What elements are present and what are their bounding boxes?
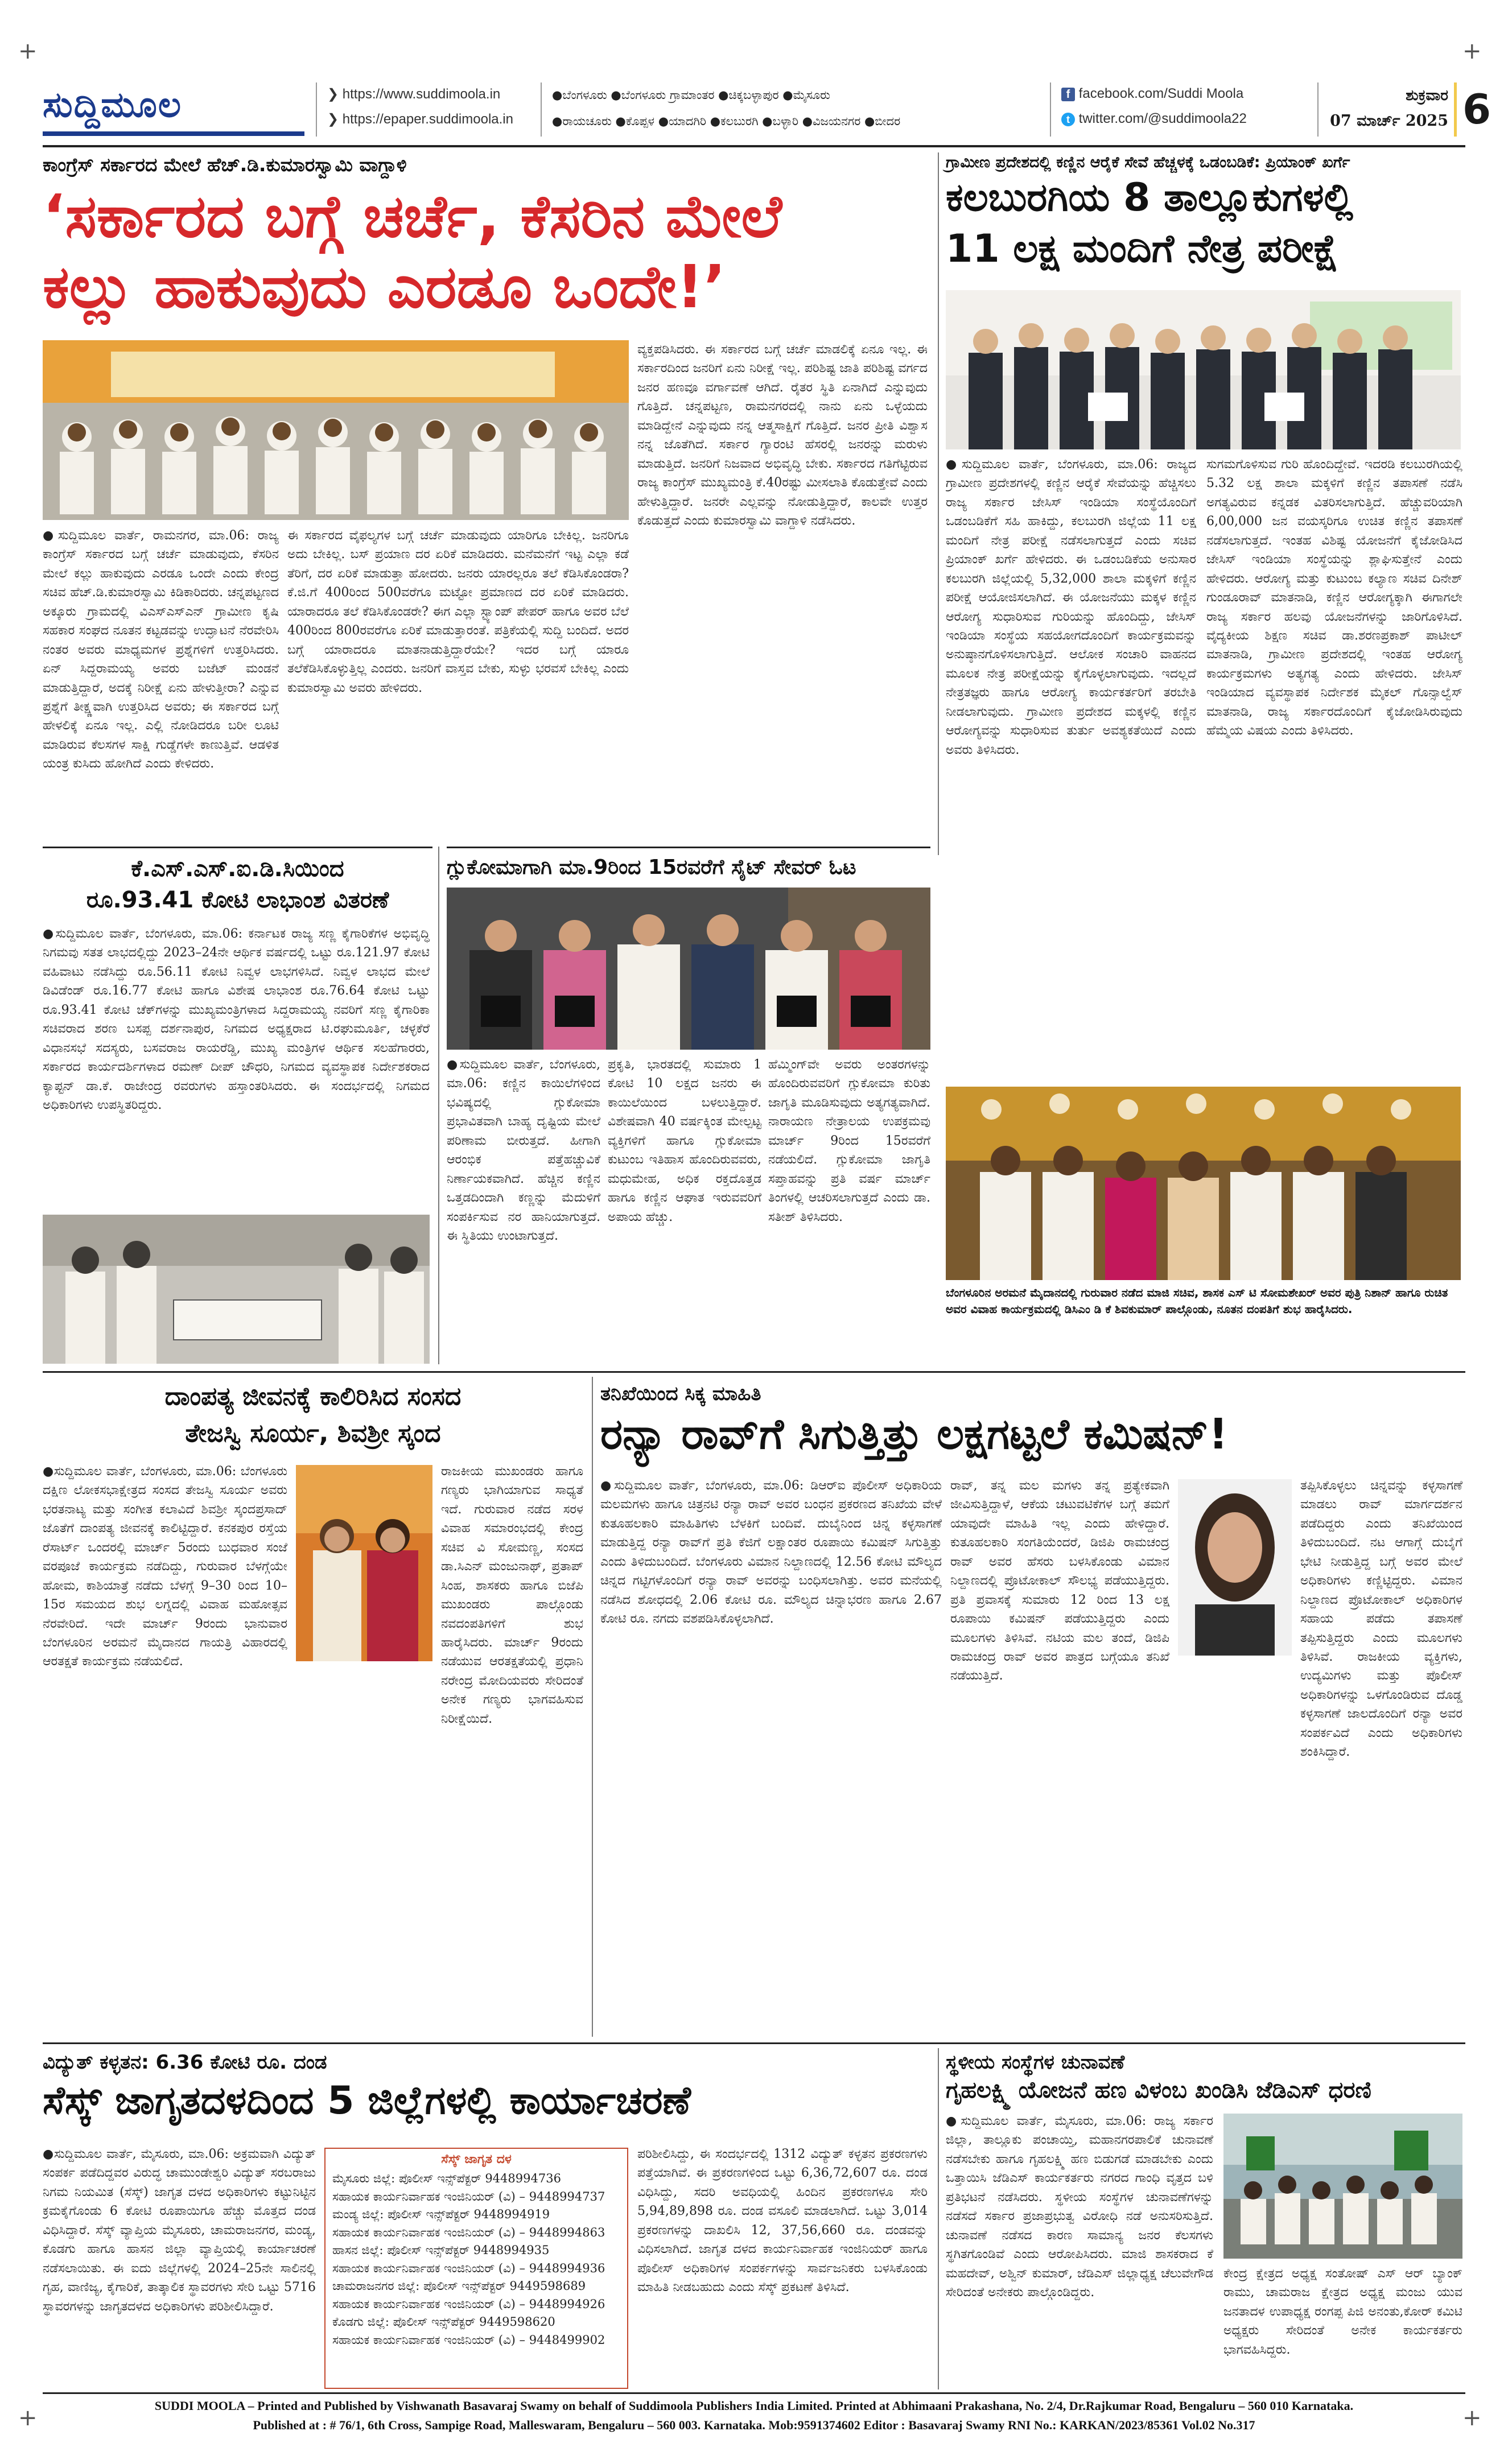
- crop-mark-icon: +: [1462, 38, 1482, 64]
- ranya-rao-portrait: [1178, 1479, 1292, 1656]
- district-list-row1: ●ಬೆಂಗಳೂರು ●ಬೆಂಗಳೂರು ಗ್ರಾಮಾಂತರ ●ಚಿಕ್ಕಬಳ್ಳಾಪುರ ●ಮೈಸೂರು: [552, 88, 830, 102]
- eye-kicker: ಗ್ರಾಮೀಣ ಪ್ರದೇಶದಲ್ಲಿ ಕಣ್ಣಿನ ಆರೈಕೆ ಸೇವೆ ಹೆಚ್ಚಳಕ್ಕೆ ಒಡಂಬಡಿಕೆ: ಪ್ರಿಯಾಂಕ್ ಖರ್ಗೆ: [946, 154, 1350, 171]
- hdk-column-2: ಈ ಸರ್ಕಾರದ ವೈಫಲ್ಯಗಳ ಬಗ್ಗೆ ಚರ್ಚೆ ಮಾಡುವುದು ಯಾರಿಗೂ ಬೇಕಿಲ್ಲ. ಜನರಿಗೂ ಅದು ಬೇಕಿಲ್ಲ. ಬಸ್ ಪ್ರಯಾಣ ದರ ಏರಿಕೆ ಮಾಡಿದರು. ಮನೆಮನೆಗೆ ಇಟ್ಟ ಎಲ್ಲಾ ಕಡೆ ತೆರಿಗೆ, ದರ ಏರಿಕೆ ಮಾಡುತ್ತಾ ಹೋದರು. ಜನರು ಯಾರಲ್ಲರೂ ತಲೆ ಕೆಡಿಸಿಕೊಂಡರಾ? ಕೆ.ಜಿ.ಗೆ 400ರಿಂದ 500ವರೆಗೂ ಮಟ್ಟೋ ಪ್ರಮಾಣದ ದರ ಏರಿಕೆ ಮಾಡಿದರು. ಯಾರಾದರೂ ತಲೆ ಕೆಡಿಸಿಕೊಂಡರೇ? ಈಗ ಎಲ್ಲಾ ಸ್ಟ್ಯಾಂಪ್ ಪೇಪರ್ ಹಾಗೂ ಅವರ ಬೆಲೆ 400ರಿಂದ 800ರವರೆಗೂ ಏರಿಕೆ ಮಾಡುತ್ತಾರಂತೆ. ಪತ್ರಿಕೆಯಲ್ಲಿ ಸುದ್ದಿ ಬಂದಿದೆ. ಅದರ ಬಗ್ಗೆ ಯಾರಾದರೂ ಮಾತನಾಡುತ್ತಿದ್ದಾರೆಯೇ? ಇದರ ಬಗ್ಗೆ ಯಾರೂ ತಲೆಕೆಡಿಸಿಕೊಳ್ಳುತ್ತಿಲ್ಲ ಎಂದರು. ಜನರಿಗೆ ವಾಸ್ತವ ಬೇಕು, ಸುಳ್ಳು ಭರವಸೆ ಬೇಕಿಲ್ಲ ಎಂದು ಕುಮಾರಸ್ವಾಮಿ ಅವರು ಹೇಳಿದರು.: [287, 529, 629, 695]
- facebook-icon: f: [1061, 88, 1075, 101]
- jds-column-1: ●ಸುದ್ದಿಮೂಲ ವಾರ್ತೆ, ಮೈಸೂರು, ಮಾ.06: ರಾಜ್ಯ ಸರ್ಕಾರ ಜಿಲ್ಲಾ, ತಾಲ್ಲೂಕು ಪಂಚಾಯ್ತಿ, ಮಹಾನಗರಪಾಲಿಕೆ ಚುನಾವಣೆ ನಡೆಸಬೇಕು ಹಾಗೂ ಗೃಹಲಕ್ಷ್ಮಿ ಹಣ ಬಿಡುಗಡೆ ಮಾಡಬೇಕು ಎಂದು ಒತ್ತಾಯಿಸಿ ಜೆಡಿಎಸ್ ಕಾರ್ಯಕರ್ತರು ನಗರದ ಗಾಂಧಿ ವೃತ್ತದ ಬಳಿ ಪ್ರತಿಭಟನೆ ನಡೆಸಿದರು. ಸ್ಥಳೀಯ ಸಂಸ್ಥೆಗಳ ಚುನಾವಣೆಗಳನ್ನು ನಡೆಸದೆ ಸರ್ಕಾರ ಪ್ರಜಾಪ್ರಭುತ್ವ ವಿರೋಧಿ ನಡೆ ಅನುಸರಿಸುತ್ತಿದೆ. ಚುನಾವಣೆ ನಡೆಸದ ಕಾರಣ ಸಾಮಾನ್ಯ ಜನರ ಕೆಲಸಗಳು ಸ್ಥಗಿತಗೊಂಡಿವೆ ಎಂದು ಆರೋಪಿಸಿದರು. ಮಾಜಿ ಶಾಸಕರಾದ ಕೆ ಮಹದೇವ್, ಅಶ್ವಿನ್ ಕುಮಾರ್, ಜೆಡಿಎಸ್ ಜಿಲ್ಲಾಧ್ಯಕ್ಷ ಚೆಲುವೇಗೌಡ ಸೇರಿದಂತೆ ಅನೇಕರು ಪಾಲ್ಗೊಂಡಿದ್ದರು.: [946, 2114, 1213, 2300]
- glaucoma-event-photo: [447, 888, 930, 1050]
- twitter-icon: t: [1061, 113, 1075, 126]
- masthead-rule: [43, 145, 1465, 147]
- surya-column-2: ರಾಜಕೀಯ ಮುಖಂಡರು ಹಾಗೂ ಗಣ್ಯರು ಭಾಗಿಯಾಗುವ ಸಾಧ್ಯತೆ ಇದೆ. ಗುರುವಾರ ನಡೆದ ಸರಳ ವಿವಾಹ ಸಮಾರಂಭದಲ್ಲಿ ಕೇಂದ್ರ ಸಚಿವ ವಿ ಸೋಮಣ್ಣ, ಸಂಸದ ಡಾ.ಸಿಎನ್ ಮಂಜುನಾಥ್, ಪ್ರತಾಪ್ ಸಿಂಹ, ಶಾಸಕರು ಹಾಗೂ ಬಿಜೆಪಿ ಮುಖಂಡರು ಪಾಲ್ಗೊಂಡು ನವದಂಪತಿಗಳಿಗೆ ಶುಭ ಹಾರೈಸಿದರು. ಮಾರ್ಚ್ 9ರಂದು ನಡೆಯುವ ಆರತಕ್ಷತೆಯಲ್ಲಿ ಪ್ರಧಾನಿ ನರೇಂದ್ರ ಮೋದಿಯವರು ಸೇರಿದಂತೆ ಅನೇಕ ಗಣ್ಯರು ಭಾಗವಹಿಸುವ ನಿರೀಕ್ಷೆಯಿದೆ.: [441, 1464, 583, 1726]
- glaucoma-column-2: ಪ್ರಕೃತಿ, ಭಾರತದಲ್ಲಿ ಸುಮಾರು 1 ಕೋಟಿ 10 ಲಕ್ಷದ ಜನರು ಈ ಕಾಯಿಲೆಯಿಂದ ಬಳಲುತ್ತಿದ್ದಾರೆ. ವಿಶೇಷವಾಗಿ 40 ವರ್ಷಕ್ಕಿಂತ ಮೇಲ್ಪಟ್ಟ ವ್ಯಕ್ತಿಗಳಿಗೆ ಹಾಗೂ ಗ್ಲುಕೋಮಾ ಕುಟುಂಬ ಇತಿಹಾಸ ಹೊಂದಿರುವವರು, ಮಧುಮೇಹ, ಅಧಿಕ ರಕ್ತದೊತ್ತಡ ಹಾಗೂ ಕಣ್ಣಿನ ಆಘಾತ ಇರುವವರಿಗೆ ಅಪಾಯ ಹೆಚ್ಚು.: [608, 1058, 761, 1224]
- twitter-handle: twitter.com/@suddimoola22: [1078, 111, 1247, 126]
- hdk-column-3: ವ್ಯಕ್ತಪಡಿಸಿದರು. ಈ ಸರ್ಕಾರದ ಬಗ್ಗೆ ಚರ್ಚೆ ಮಾಡಲಿಕ್ಕೆ ಏನೂ ಇಲ್ಲ. ಈ ಸರ್ಕಾರದಿಂದ ಜನರಿಗೆ ಏನು ನಿರೀಕ್ಷೆ ಇಲ್ಲ. ಪರಿಶಿಷ್ಟ ಜಾತಿ ಪರಿಶಿಷ್ಟ ವರ್ಗದ ಜನರ ಹಣವೂ ವರ್ಗಾವಣೆ ಆಗಿದೆ. ರೈತರ ಸ್ಥಿತಿ ಏನಾಗಿದೆ ಎನ್ನುವುದು ಗೊತ್ತಿದೆ. ಚನ್ನಪಟ್ಟಣ, ರಾಮನಗರದಲ್ಲಿ ನಾನು ಏನು ಒಳ್ಳೆಯದು ಮಾಡಿದ್ದೇನೆ ಎನ್ನುವುದು ನನ್ನ ಆತ್ಮಸಾಕ್ಷಿಗೆ ಗೊತ್ತಿದೆ. ಜನರ ಪ್ರೀತಿ ವಿಶ್ವಾಸ ನನ್ನ ಜೊತೆಗಿದೆ. ಸರ್ಕಾರ ಗ್ಯಾರಂಟಿ ಹೆಸರಲ್ಲಿ ಜನರನ್ನು ಮರುಳು ಮಾಡುತ್ತಿದೆ. ಜನರಿಗೆ ನಿಜವಾದ ಅಭಿವೃದ್ಧಿ ಬೇಕು. ಸರ್ಕಾರದ ಗತಿಗೆಟ್ಟಿರುವ ರಾಜ್ಯ ಕಾಂಗ್ರೆಸ್ ಮುಖ್ಯಮಂತ್ರಿ ಕೆ.40ರಷ್ಟು ಮೀಸಲಾತಿ ಕೊಡುತ್ತೇವೆ ಎಂದು ಹೇಳುತ್ತಿದ್ದಾರೆ. ಜನರೇ ಎಲ್ಲವನ್ನು ನೋಡುತ್ತಿದ್ದಾರೆ, ಕಾಲವೇ ಉತ್ತರ ಕೊಡುತ್ತದೆ ಎಂದು ಕುಮಾರಸ್ವಾಮಿ ವಾಗ್ದಾಳಿ ನಡೆಸಿದರು.: [637, 342, 928, 528]
- column-divider: [438, 847, 439, 1364]
- ranya-kicker: ತನಿಖೆಯಿಂದ ಸಿಕ್ಕ ಮಾಹಿತಿ: [600, 1382, 761, 1405]
- crop-mark-icon: +: [18, 38, 38, 64]
- cesc-contact-box: [324, 2148, 628, 2389]
- section-rule: [43, 847, 432, 848]
- hdk-event-photo: [43, 340, 629, 520]
- section-rule: [43, 2042, 1465, 2044]
- section-rule: [43, 1371, 1465, 1373]
- link-arrow-icon: ❯: [327, 86, 343, 102]
- glaucoma-headline: ಗ್ಲುಕೋಮಾಗಾಗಿ ಮಾ.9ರಿಂದ 15ರವರೆಗೆ ಸೈಟ್ ಸೇವರ್ ಓಟ: [447, 856, 856, 879]
- crop-mark-icon: +: [18, 2405, 38, 2431]
- issue-date: 07 ಮಾರ್ಚ್ 2025: [1330, 112, 1448, 130]
- logo-underline: [43, 131, 304, 136]
- jds-protest-photo: [1223, 2114, 1462, 2259]
- hdk-column-1: ●ಸುದ್ದಿಮೂಲ ವಾರ್ತೆ, ರಾಮನಗರ, ಮಾ.06: ರಾಜ್ಯ ಕಾಂಗ್ರೆಸ್ ಸರ್ಕಾರದ ಬಗ್ಗೆ ಚರ್ಚೆ ಮಾಡುವುದು, ಕೆಸರಿನ ಮೇಲೆ ಕಲ್ಲು ಹಾಕುವುದು ಎರಡೂ ಒಂದೇ ಎಂದು ಕೇಂದ್ರ ಸಚಿವ ಹೆಚ್.ಡಿ.ಕುಮಾರಸ್ವಾಮಿ ಕಿಡಿಕಾರಿದರು. ಚನ್ನಪಟ್ಟಣದ ಅಕ್ಕೂರು ಗ್ರಾಮದಲ್ಲಿ ವಿಎಸ್‌ಎಸ್‌ಎನ್ ಗ್ರಾಮೀಣ ಕೃಷಿ ಸಹಕಾರ ಸಂಘದ ನೂತನ ಕಟ್ಟಡವನ್ನು ಉದ್ಘಾಟನೆ ನೆರವೇರಿಸಿ ನಂತರ ಅವರು ಮಾಧ್ಯಮಗಳ ಪ್ರಶ್ನೆಗಳಿಗೆ ಉತ್ತರಿಸಿದರು. ಏನ್ ಸಿದ್ದರಾಮಯ್ಯ ಅವರು ಬಜೆಟ್ ಮಂಡನೆ ಮಾಡುತ್ತಿದ್ದಾರೆ, ಅದಕ್ಕೆ ನಿರೀಕ್ಷೆ ಏನು ಹೇಳುತ್ತೀರಾ? ಎನ್ನುವ ಪ್ರಶ್ನೆಗೆ ತೀಕ್ಷ್ಣವಾಗಿ ಉತ್ತರಿಸಿದ ಅವರು; ಈ ಸರ್ಕಾರದ ಬಗ್ಗೆ ಹೇಳಲಿಕ್ಕೆ ಏನೂ ಇಲ್ಲ. ಎಲ್ಲಿ ನೋಡಿದರೂ ಬರೀ ಲೂಟಿ ಮಾಡಿರುವ ಕೆಲಸಗಳ ಸಾಕ್ಷಿ ಗುಡ್ಡೆಗಳೇ ಕಾಣುತ್ತಿವೆ. ಆಡಳಿತ ಯಂತ್ರ ಕುಸಿದು ಹೋಗಿದೆ ಎಂದು ಕೇಳಿದರು.: [43, 529, 279, 771]
- surya-couple-photo: [296, 1465, 432, 1661]
- masthead-divider: [316, 82, 317, 137]
- hdk-headline-line1: ‘ಸರ್ಕಾರದ ಬಗ್ಗೆ ಚರ್ಚೆ, ಕೆಸರಿನ ಮೇಲೆ: [43, 181, 782, 251]
- twitter-link[interactable]: [1061, 111, 1247, 127]
- hdk-kicker: ಕಾಂಗ್ರೆಸ್ ಸರ್ಕಾರದ ಮೇಲೆ ಹೆಚ್.ಡಿ.ಕುಮಾರಸ್ವಾಮಿ ವಾಗ್ದಾಳಿ: [43, 154, 407, 176]
- section-rule: [447, 847, 930, 848]
- surya-headline-line1: ದಾಂಪತ್ಯ ಜೀವನಕ್ಕೆ ಕಾಲಿರಿಸಿದ ಸಂಸದ: [164, 1382, 462, 1411]
- eye-headline-line1: ಕಲಬುರಗಿಯ 8 ತಾಲ್ಲೂಕುಗಳಲ್ಲಿ: [946, 175, 1353, 220]
- wedding-photo-caption: ಬೆಂಗಳೂರಿನ ಅರಮನೆ ಮೈದಾನದಲ್ಲಿ ಗುರುವಾರ ನಡೆದ ಮಾಜಿ ಸಚಿವ, ಶಾಸಕ ಎಸ್ ಟಿ ಸೋಮಶೇಖರ್ ಅವರ ಪುತ್ರಿ ನಿಶಾನ್ ಹಾಗೂ ರುಚಿತ ಅವರ ವಿವಾಹ ಕಾರ್ಯಕ್ರಮದಲ್ಲಿ ಡಿಸಿಎಂ ಡಿ ಕೆ ಶಿವಕುಮಾರ್ ಪಾಲ್ಗೊಂಡು, ನೂತನ ದಂಪತಿಗೆ ಶುಭ ಹಾರೈಸಿದರು.: [946, 1286, 1448, 1316]
- glaucoma-column-1: ●ಸುದ್ದಿಮೂಲ ವಾರ್ತೆ, ಬೆಂಗಳೂರು, ಮಾ.06: ಕಣ್ಣಿನ ಕಾಯಿಲೆಗಳಿಂದ ಭವಿಷ್ಯದಲ್ಲಿ ಗ್ಲುಕೋಮಾ ಪ್ರಭಾವಿತವಾಗಿ ಬಾಹ್ಯ ದೃಷ್ಟಿಯ ಮೇಲೆ ಪರಿಣಾಮ ಬೀರುತ್ತದೆ. ಹೀಗಾಗಿ ಆರಂಭಿಕ ಪತ್ತೆಹಚ್ಚುವಿಕೆ ನಿರ್ಣಾಯಕವಾಗಿದೆ. ಹೆಚ್ಚಿನ ಕಣ್ಣಿನ ಒತ್ತಡದಿಂದಾಗಿ ಕಣ್ಣನ್ನು ಮೆದುಳಿಗೆ ಸಂಪರ್ಕಿಸುವ ನರ ಹಾನಿಯಾಗುತ್ತದೆ. ಈ ಸ್ಥಿತಿಯು ಉಂಟಾಗುತ್ತದೆ.: [447, 1058, 600, 1243]
- facebook-link[interactable]: [1061, 86, 1243, 102]
- wedding-ceremony-photo: [946, 1087, 1461, 1280]
- cesc-box-title: ಸೆಸ್ಕ್ ಜಾಗೃತ ದಳ: [441, 2152, 512, 2166]
- column-divider: [938, 152, 939, 855]
- epaper-link[interactable]: [327, 111, 513, 127]
- kssidc-body: ●ಸುದ್ದಿಮೂಲ ವಾರ್ತೆ, ಬೆಂಗಳೂರು, ಮಾ.06: ಕರ್ನಾಟಕ ರಾಜ್ಯ ಸಣ್ಣ ಕೈಗಾರಿಕೆಗಳ ಅಭಿವೃದ್ಧಿ ನಿಗಮವು ಸತತ ಲಾಭದಲ್ಲಿದ್ದು 2023–24ನೇ ಆರ್ಥಿಕ ವರ್ಷದಲ್ಲಿ ಒಟ್ಟು ರೂ.121.97 ಕೋಟಿ ವಹಿವಾಟು ನಡೆಸಿದ್ದು ರೂ.56.11 ಕೋಟಿ ನಿವ್ವಳ ಲಾಭಗಳಿಸಿದೆ. ನಿವ್ವಳ ಲಾಭದ ಮೇಲೆ ಡಿವಿಡೆಂಡ್ ರೂ.16.77 ಕೋಟಿ ಹಾಗೂ ವಿಶೇಷ ಲಾಭಾಂಶ ರೂ.76.64 ಕೋಟಿ ಒಟ್ಟು ರೂ.93.41 ಕೋಟಿ ಚೆಕ್‌ಗಳನ್ನು ಮುಖ್ಯಮಂತ್ರಿಗಳಾದ ಸಿದ್ದರಾಮಯ್ಯ ನವರಿಗೆ ಸಣ್ಣ ಕೈಗಾರಿಕಾ ಸಚಿವರಾದ ಶರಣ ಬಸಪ್ಪ ದರ್ಶನಾಪುರ, ನಿಗಮದ ಅಧ್ಯಕ್ಷರಾದ ಟಿ.ರಘುಮೂರ್ತಿ, ಚಳ್ಳಕೆರೆ ವಿಧಾನಸಭೆ ಸದಸ್ಯರು, ಬಸವರಾಜ ರಾಯರೆಡ್ಡಿ, ಮುಖ್ಯ ಮಂತ್ರಿಗಳ ಆರ್ಥಿಕ ಸಲಹೆಗಾರರು, ಸರ್ಕಾರದ ಕಾರ್ಯದರ್ಶಿಗಳಾದ ರಮಣ್ ದೀಪ್ ಚೌಧರಿ, ನಿಗಮದ ವ್ಯವಸ್ಥಾಪಕ ನಿರ್ದೇಶಕರಾದ ಕ್ಯಾಪ್ಟನ್ ಡಾ.ಕೆ. ರಾಜೇಂದ್ರ ರವರುಗಳು ಹಸ್ತಾಂತರಿಸಿದರು. ಈ ಸಂದರ್ಭದಲ್ಲಿ ನಿಗಮದ ಅಧಿಕಾರಿಗಳು ಉಪಸ್ಥಿತರಿದ್ದರು.: [43, 927, 430, 1112]
- eye-mou-photo: [946, 290, 1461, 449]
- page-number: 6: [1454, 82, 1497, 137]
- eye-column-2: ಸುಗಮಗೊಳಿಸುವ ಗುರಿ ಹೊಂದಿದ್ದೇವೆ. ಇದರಡಿ ಕಲಬುರಗಿಯಲ್ಲಿ 5.32 ಲಕ್ಷ ಶಾಲಾ ಮಕ್ಕಳಿಗೆ ಕಣ್ಣಿನ ತಪಾಸಣೆ ನಡೆಸಿ ಅಗತ್ಯವಿರುವ ಕನ್ನಡಕ ವಿತರಿಸಲಾಗುತ್ತಿದೆ. ಹೆಚ್ಚುವರಿಯಾಗಿ 6,00,000 ಜನ ವಯಸ್ಕರಿಗೂ ಉಚಿತ ಕಣ್ಣಿನ ತಪಾಸಣೆ ನಡೆಸಲಾಗುತ್ತದೆ. ಇಂತಹ ವಿಶಿಷ್ಟ ಯೋಜನೆಗೆ ಕೈಜೋಡಿಸಿದ ಜೇಸಿಸ್ ಇಂಡಿಯಾ ಸಂಸ್ಥೆಯನ್ನು ಶ್ಲಾಘಿಸುತ್ತೇನೆ ಎಂದು ಹೇಳಿದರು. ಆರೋಗ್ಯ ಮತ್ತು ಕುಟುಂಬ ಕಲ್ಯಾಣ ಸಚಿವ ದಿನೇಶ್ ಗುಂಡೂರಾವ್ ಮಾತನಾಡಿ, ಕಣ್ಣಿನ ಆರೋಗ್ಯಕ್ಕಾಗಿ ಈಗಾಗಲೇ ರಾಜ್ಯ ಸರ್ಕಾರ ಹಲವು ಯೋಜನೆಗಳನ್ನು ಜಾರಿಗೊಳಿಸಿದೆ. ವೈದ್ಯಕೀಯ ಶಿಕ್ಷಣ ಸಚಿವ ಡಾ.ಶರಣಪ್ರಕಾಶ್ ಪಾಟೀಲ್ ಮಾತನಾಡಿ, ಗ್ರಾಮೀಣ ಪ್ರದೇಶದಲ್ಲಿ ಇಂತಹ ಆರೋಗ್ಯ ಕಾರ್ಯಕ್ರಮಗಳು ಅತ್ಯಗತ್ಯ ಎಂದು ಹೇಳಿದರು. ಜೇಸಿಸ್ ಇಂಡಿಯಾದ ವ್ಯವಸ್ಥಾಪಕ ನಿರ್ದೇಶಕ ಮೈಕಲ್ ಗೊನ್ಸಾಲ್ವೆಸ್ ಮಾತನಾಡಿ, ರಾಜ್ಯ ಸರ್ಕಾರದೊಂದಿಗೆ ಕೈಜೋಡಿಸಿರುವುದು ಹೆಮ್ಮೆಯ ವಿಷಯ ಎಂದು ತಿಳಿಸಿದರು.: [1206, 457, 1462, 738]
- ranya-headline: ರನ್ಯಾ ರಾವ್‌ಗೆ ಸಿಗುತ್ತಿತ್ತು ಲಕ್ಷಗಟ್ಟಲೆ ಕಮಿಷನ್!: [600, 1410, 1228, 1459]
- link-arrow-icon: ❯: [327, 112, 343, 127]
- eye-headline-line2: 11 ಲಕ್ಷ ಮಂದಿಗೆ ನೇತ್ರ ಪರೀಕ್ಷೆ: [946, 226, 1339, 271]
- jds-photo-caption: ಕೇಂದ್ರ ಕ್ಷೇತ್ರದ ಅಧ್ಯಕ್ಷ ಸಂತೋಷ್ ಎಸ್ ಆರ್ ಬ್ಯಾಂಕ್ ರಾಮು, ಚಾಮರಾಜ ಕ್ಷೇತ್ರದ ಅಧ್ಯಕ್ಷ ಮಂಜು ಯುವ ಜನತಾದಳ ಉಪಾಧ್ಯಕ್ಷ ರಂಗಪ್ಪ ಪಿಜಿ ಅನಂತು,ಕೋರ್ ಕಮಿಟಿ ಅಧ್ಯಕ್ಷರು ಸೇರಿದಂತೆ ಅನೇಕ ಕಾರ್ಯಕರ್ತರು ಭಾಗವಹಿಸಿದ್ದರು.: [1223, 2267, 1462, 2357]
- footer-rule: [43, 2392, 1465, 2394]
- eye-column-1: ●ಸುದ್ದಿಮೂಲ ವಾರ್ತೆ, ಬೆಂಗಳೂರು, ಮಾ.06: ರಾಜ್ಯದ ಗ್ರಾಮೀಣ ಪ್ರದೇಶಗಳಲ್ಲಿ ಕಣ್ಣಿನ ಆರೈಕೆ ಸೇವೆಯನ್ನು ಹೆಚ್ಚಿಸಲು ರಾಜ್ಯ ಸರ್ಕಾರ ಜೇಸಿಸ್ ಇಂಡಿಯಾ ಸಂಸ್ಥೆಯೊಂದಿಗೆ ಒಡಂಬಡಿಕೆಗೆ ಸಹಿ ಹಾಕಿದ್ದು, ಕಲಬುರಗಿ ಜಿಲ್ಲೆಯ 11 ಲಕ್ಷ ಮಂದಿಗೆ ನೇತ್ರ ಪರೀಕ್ಷೆ ನಡೆಸಲಾಗುತ್ತದೆ ಎಂದು ಸಚಿವ ಪ್ರಿಯಾಂಕ್ ಖರ್ಗೆ ಹೇಳಿದರು. ಈ ಒಡಂಬಡಿಕೆಯ ಅನುಸಾರ ಕಲಬುರಗಿ ಜಿಲ್ಲೆಯಲ್ಲಿ 5,32,000 ಶಾಲಾ ಮಕ್ಕಳಿಗೆ ಕಣ್ಣಿನ ಪರೀಕ್ಷೆ ಆಯೋಜಿಸಲಾಗಿದೆ. ಈ ಯೋಜನೆಯು ಮಕ್ಕಳ ಕಣ್ಣಿನ ಆರೋಗ್ಯ ಸುಧಾರಿಸುವ ಗುರಿಯನ್ನು ಹೊಂದಿದ್ದು, ಜೇಸಿಸ್ ಇಂಡಿಯಾ ಸಂಸ್ಥೆಯ ಸಹಯೋಗದೊಂದಿಗೆ ಕಾರ್ಯಕ್ರಮವನ್ನು ಅನುಷ್ಠಾನಗೊಳಿಸಲಾಗುತ್ತಿದೆ. ಆಲೋಕ ಸಂಚಾರಿ ವಾಹನದ ಮೂಲಕ ನೇತ್ರ ಪರೀಕ್ಷೆಯನ್ನು ಕೈಗೊಳ್ಳಲಾಗುವುದು. ಇದಲ್ಲದೆ ನೇತ್ರತಜ್ಞರು ಹಾಗೂ ಆರೋಗ್ಯ ಕಾರ್ಯಕರ್ತರಿಗೆ ತರಬೇತಿ ನೀಡಲಾಗುವುದು. ಗ್ರಾಮೀಣ ಪ್ರದೇಶದ ಮಕ್ಕಳಲ್ಲಿ ಕಣ್ಣಿನ ಆರೋಗ್ಯವನ್ನು ಸುಧಾರಿಸುವ ತುರ್ತು ಅವಶ್ಯಕತೆಯಿದೆ ಎಂದು ಅವರು ತಿಳಿಸಿದರು.: [946, 457, 1196, 757]
- footer-imprint-line2: Published at : # 76/1, 6th Cross, Sampige Road, Malleswaram, Bengaluru – 560 003. Karnataka. Mob:9591374602 Editor : Basavaraj Swamy RNI No.: KARKAN/2023/85361 Vol.02 No.317: [253, 2418, 1255, 2432]
- masthead-divider: [541, 82, 542, 137]
- issue-day: ಶುಕ್ರವಾರ: [1406, 87, 1448, 104]
- cesc-column-3: ಪರಿಶೀಲಿಸಿದ್ದು, ಈ ಸಂದರ್ಭದಲ್ಲಿ 1312 ವಿದ್ಯುತ್ ಕಳ್ಳತನ ಪ್ರಕರಣಗಳು ಪತ್ತೆಯಾಗಿವೆ. ಈ ಪ್ರಕರಣಗಳಿಂದ ಒಟ್ಟು 6,36,72,607 ರೂ. ದಂಡ ವಿಧಿಸಿದ್ದು, ಸದರಿ ಅವಧಿಯಲ್ಲಿ ಹಿಂದಿನ ಪ್ರಕರಣಗಳೂ ಸೇರಿ 5,94,89,898 ರೂ. ದಂಡ ವಸೂಲಿ ಮಾಡಲಾಗಿದೆ. ಒಟ್ಟು 3,014 ಪ್ರಕರಣಗಳನ್ನು ದಾಖಲಿಸಿ 12, 37,56,660 ರೂ. ದಂಡವನ್ನು ವಿಧಿಸಲಾಗಿದೆ. ಜಾಗೃತ ದಳದ ಕಾರ್ಯನಿರ್ವಾಹಕ ಇಂಜಿನಿಯರ್ ಹಾಗೂ ಪೊಲೀಸ್ ಅಧಿಕಾರಿಗಳ ಸಂಪರ್ಕಗಳನ್ನು ಸಾರ್ವಜನಿಕರು ಬಳಸಿಕೊಂಡು ಮಾಹಿತಿ ನೀಡಬಹುದು ಎಂದು ಸೆಸ್ಕ್ ಪ್ರಕಟಣೆ ತಿಳಿಸಿದೆ.: [637, 2147, 928, 2295]
- kssidc-cheque-photo: [43, 1215, 430, 1364]
- cesc-column-1: ●ಸುದ್ದಿಮೂಲ ವಾರ್ತೆ, ಮೈಸೂರು, ಮಾ.06: ಅಕ್ರಮವಾಗಿ ವಿದ್ಯುತ್ ಸಂಪರ್ಕ ಪಡೆದಿದ್ದವರ ವಿರುದ್ಧ ಚಾಮುಂಡೇಶ್ವರಿ ವಿದ್ಯುತ್ ಸರಬರಾಜು ನಿಗಮ ನಿಯಮಿತ (ಸೆಸ್ಕ್) ಜಾಗೃತ ದಳದ ಅಧಿಕಾರಿಗಳು ಕಟ್ಟುನಿಟ್ಟಿನ ಕ್ರಮಕೈಗೊಂಡು 6 ಕೋಟಿ ರೂಪಾಯಿಗೂ ಹೆಚ್ಚು ಮೊತ್ತದ ದಂಡ ವಿಧಿಸಿದ್ದಾರೆ. ಸೆಸ್ಕ್ ವ್ಯಾಪ್ತಿಯ ಮೈಸೂರು, ಚಾಮರಾಜನಗರ, ಮಂಡ್ಯ, ಕೊಡಗು ಹಾಗೂ ಹಾಸನ ಜಿಲ್ಲಾ ವ್ಯಾಪ್ತಿಯಲ್ಲಿ ಕಾರ್ಯಾಚರಣೆ ನಡೆಸಲಾಯಿತು. ಈ ಐದು ಜಿಲ್ಲೆಗಳಲ್ಲಿ 2024–25ನೇ ಸಾಲಿನಲ್ಲಿ ಗೃಹ, ವಾಣಿಜ್ಯ, ಕೈಗಾರಿಕೆ, ತಾತ್ಕಾಲಿಕ ಸ್ಥಾವರಗಳು ಸೇರಿ ಒಟ್ಟು 5716 ಸ್ಥಾವರಗಳನ್ನು ಜಾಗೃತದಳದ ಅಧಿಕಾರಿಗಳು ಪರಿಶೀಲಿಸಿದ್ದಾರೆ.: [43, 2147, 316, 2314]
- masthead: [43, 82, 1491, 142]
- column-divider: [592, 1377, 593, 2037]
- ranya-column-3: ತಪ್ಪಿಸಿಕೊಳ್ಳಲು ಚಿನ್ನವನ್ನು ಕಳ್ಳಸಾಗಣೆ ಮಾಡಲು ರಾವ್ ಮಾರ್ಗದರ್ಶನ ಪಡೆದಿದ್ದರು ಎಂದು ತನಿಖೆಯಿಂದ ತಿಳಿದುಬಂದಿದೆ. ನಟ ಆಗಾಗ್ಗೆ ದುಬೈಗೆ ಭೇಟಿ ನೀಡುತ್ತಿದ್ದ ಬಗ್ಗೆ ಅವರ ಮೇಲೆ ಅಧಿಕಾರಿಗಳು ಕಣ್ಣಿಟ್ಟಿದ್ದರು. ವಿಮಾನ ನಿಲ್ದಾಣದ ಪ್ರೊಟೋಕಾಲ್ ಅಧಿಕಾರಿಗಳ ಸಹಾಯ ಪಡೆದು ತಪಾಸಣೆ ತಪ್ಪಿಸುತ್ತಿದ್ದರು ಎಂದು ಮೂಲಗಳು ತಿಳಿಸಿವೆ. ರಾಜಕೀಯ ವ್ಯಕ್ತಿಗಳು, ಉದ್ಯಮಿಗಳು ಮತ್ತು ಪೊಲೀಸ್ ಅಧಿಕಾರಿಗಳನ್ನು ಒಳಗೊಂಡಿರುವ ದೊಡ್ಡ ಕಳ್ಳಸಾಗಣೆ ಜಾಲದೊಂದಿಗೆ ರನ್ಯಾ ಅವರ ಸಂಪರ್ಕವಿದೆ ಎಂದು ಅಧಿಕಾರಿಗಳು ಶಂಕಿಸಿದ್ದಾರೆ.: [1300, 1479, 1462, 1760]
- facebook-handle: facebook.com/Suddi Moola: [1078, 86, 1244, 101]
- masthead-logo: ಸುದ್ದಿಮೂಲ: [43, 84, 183, 125]
- jds-kicker: ಸ್ಥಳೀಯ ಸಂಸ್ಥೆಗಳ ಚುನಾವಣೆ: [946, 2051, 1125, 2074]
- jds-headline: ಗೃಹಲಕ್ಷ್ಮಿ ಯೋಜನೆ ಹಣ ವಿಳಂಬ ಖಂಡಿಸಿ ಜೆಡಿಎಸ್ ಧರಣಿ: [946, 2077, 1371, 2103]
- epaper-url: https://epaper.suddimoola.in: [342, 112, 513, 127]
- hdk-headline-line2: ಕಲ್ಲು ಹಾಕುವುದು ಎರಡೂ ಒಂದೇ!’: [43, 252, 726, 321]
- cesc-box-body: ಮೈಸೂರು ಜಿಲ್ಲೆ: ಪೊಲೀಸ್ ಇನ್ಸ್‌ಪೆಕ್ಟರ್ 9448994736 ಸಹಾಯಕ ಕಾರ್ಯನಿರ್ವಾಹಕ ಇಂಜಿನಿಯರ್ (ವಿ) – 9448994737 ಮಂಡ್ಯ ಜಿಲ್ಲೆ: ಪೊಲೀಸ್ ಇನ್ಸ್‌ಪೆಕ್ಟರ್ 9448994919 ಸಹಾಯಕ ಕಾರ್ಯನಿರ್ವಾಹಕ ಇಂಜಿನಿಯರ್ (ವಿ) – 9448994863 ಹಾಸನ ಜಿಲ್ಲೆ: ಪೊಲೀಸ್ ಇನ್ಸ್‌ಪೆಕ್ಟರ್ 9448994935 ಸಹಾಯಕ ಕಾರ್ಯನಿರ್ವಾಹಕ ಇಂಜಿನಿಯರ್ (ವಿ) – 9448994936 ಚಾಮರಾಜನಗರ ಜಿಲ್ಲೆ: ಪೊಲೀಸ್ ಇನ್ಸ್‌ಪೆಕ್ಟರ್ 9449598689 ಸಹಾಯಕ ಕಾರ್ಯನಿರ್ವಾಹಕ ಇಂಜಿನಿಯರ್ (ವಿ) – 9448994926 ಕೊಡಗು ಜಿಲ್ಲೆ: ಪೊಲೀಸ್ ಇನ್ಸ್‌ಪೆಕ್ಟರ್ 9449598620 ಸಹಾಯಕ ಕಾರ್ಯನಿರ್ವಾಹಕ ಇಂಜಿನಿಯರ್ (ವಿ) – 9448499902: [332, 2172, 605, 2347]
- district-list-row2: ●ರಾಯಚೂರು ●ಕೊಪ್ಪಳ ●ಯಾದಗಿರಿ ●ಕಲಬುರಗಿ ●ಬಳ್ಳಾರಿ ●ವಿಜಯನಗರ ●ಬೀದರ: [552, 114, 901, 128]
- website-link[interactable]: [327, 86, 500, 102]
- kssidc-headline-line2: ರೂ.93.41 ಕೋಟಿ ಲಾಭಾಂಶ ವಿತರಣೆ: [86, 887, 389, 913]
- ranya-column-2: ರಾವ್, ತನ್ನ ಮಲ ಮಗಳು ತನ್ನ ಪ್ರತ್ಯೇಕವಾಗಿ ಜೀವಿಸುತ್ತಿದ್ದಾಳೆ, ಆಕೆಯ ಚಟುವಟಿಕೆಗಳ ಬಗ್ಗೆ ತಮಗೆ ಯಾವುದೇ ಮಾಹಿತಿ ಇಲ್ಲ ಎಂದು ಹೇಳಿದ್ದಾರೆ. ಕುತೂಹಲಕಾರಿ ಸಂಗತಿಯೆಂದರೆ, ಡಿಜಿಪಿ ರಾಮಚಂದ್ರ ರಾವ್ ಅವರ ಹೆಸರು ಬಳಸಿಕೊಂಡು ವಿಮಾನ ನಿಲ್ದಾಣದಲ್ಲಿ ಪ್ರೊಟೋಕಾಲ್ ಸೌಲಭ್ಯ ಪಡೆಯುತ್ತಿದ್ದರು. ಪ್ರತಿ ಪ್ರವಾಸಕ್ಕೆ ಸುಮಾರು 12 ರಿಂದ 13 ಲಕ್ಷ ರೂಪಾಯಿ ಕಮಿಷನ್ ಪಡೆಯುತ್ತಿದ್ದರು ಎಂದು ಮೂಲಗಳು ತಿಳಿಸಿವೆ. ನಟಿಯ ಮಲ ತಂದೆ, ಡಿಜಿಪಿ ರಾಮಚಂದ್ರ ರಾವ್ ಅವರ ಪಾತ್ರದ ಬಗ್ಗೆಯೂ ತನಿಖೆ ನಡೆಯುತ್ತಿದೆ.: [950, 1479, 1169, 1683]
- crop-mark-icon: +: [1462, 2405, 1482, 2431]
- website-url: https://www.suddimoola.in: [342, 86, 501, 102]
- masthead-divider: [1050, 82, 1051, 137]
- glaucoma-column-3: ಹೆಮ್ಮಿಂಗ್‌ವೇ ಅವರು ಅಂತರಗಳನ್ನು ಹೊಂದಿರುವವರಿಗೆ ಗ್ಲುಕೋಮಾ ಕುರಿತು ಜಾಗೃತಿ ಮೂಡಿಸುವುದು ಅತ್ಯಗತ್ಯವಾಗಿದೆ. ನಾರಾಯಣ ನೇತ್ರಾಲಯ ಉಪಕ್ರಮವು ಮಾರ್ಚ್ 9ರಿಂದ 15ರವರೆಗೆ ನಡೆಯಲಿದೆ. ಗ್ಲುಕೋಮಾ ಜಾಗೃತಿ ಸಪ್ತಾಹವನ್ನು ಪ್ರತಿ ವರ್ಷ ಮಾರ್ಚ್ ತಿಂಗಳಲ್ಲಿ ಆಚರಿಸಲಾಗುತ್ತದೆ ಎಂದು ಡಾ. ಸತೀಶ್ ತಿಳಿಸಿದರು.: [768, 1058, 930, 1224]
- column-divider: [938, 2048, 939, 2389]
- kssidc-headline-line1: ಕೆ.ಎಸ್.ಎಸ್.ಐ.ಡಿ.ಸಿಯಿಂದ: [131, 856, 344, 882]
- footer-imprint-line1: SUDDI MOOLA – Printed and Published by Vishwanath Basavaraj Swamy on behalf of Suddimoola Publishers India Limited. Printed at Abhimaani Prakashana, No. 2/4, Dr.Rajkumar Road, Bengaluru – 560 010 Karnataka.: [154, 2399, 1354, 2413]
- cesc-headline: ಸೆಸ್ಕ್ ಜಾಗೃತದಳದಿಂದ 5 ಜಿಲ್ಲೆಗಳಲ್ಲಿ ಕಾರ್ಯಾಚರಣೆ: [43, 2078, 691, 2123]
- surya-headline-line2: ತೇಜಸ್ವಿ ಸೂರ್ಯ, ಶಿವಶ್ರೀ ಸ್ಕಂದ: [185, 1419, 441, 1448]
- ranya-column-1: ●ಸುದ್ದಿಮೂಲ ವಾರ್ತೆ, ಬೆಂಗಳೂರು, ಮಾ.06: ಡಿಆರ್‌ಐ ಪೊಲೀಸ್ ಅಧಿಕಾರಿಯ ಮಲಮಗಳು ಹಾಗೂ ಚಿತ್ರನಟಿ ರನ್ಯಾ ರಾವ್ ಅವರ ಬಂಧನ ಪ್ರಕರಣದ ತನಿಖೆಯ ವೇಳೆ ಕುತೂಹಲಕಾರಿ ಮಾಹಿತಿಗಳು ಬೆಳಕಿಗೆ ಬಂದಿವೆ. ದುಬೈನಿಂದ ಚಿನ್ನ ಕಳ್ಳಸಾಗಣೆ ಮಾಡುತ್ತಿದ್ದ ರನ್ಯಾ ರಾವ್‌ಗೆ ಪ್ರತಿ ಕೆಜಿಗೆ ಲಕ್ಷಾಂತರ ರೂಪಾಯಿ ಕಮಿಷನ್ ಸಿಗುತ್ತಿತ್ತು ಎಂದು ತಿಳಿದುಬಂದಿದೆ. ಬೆಂಗಳೂರು ವಿಮಾನ ನಿಲ್ದಾಣದಲ್ಲಿ 12.56 ಕೋಟಿ ಮೌಲ್ಯದ ಚಿನ್ನದ ಗಟ್ಟಿಗಳೊಂದಿಗೆ ರನ್ಯಾ ರಾವ್ ಅವರನ್ನು ಬಂಧಿಸಲಾಗಿತ್ತು. ಅವರ ಮನೆಯಲ್ಲಿ ನಡೆಸಿದ ಶೋಧದಲ್ಲಿ 2.06 ಕೋಟಿ ರೂ. ಮೌಲ್ಯದ ಚಿನ್ನಾಭರಣ ಹಾಗೂ 2.67 ಕೋಟಿ ರೂ. ನಗದು ವಶಪಡಿಸಿಕೊಳ್ಳಲಾಗಿದೆ.: [600, 1479, 942, 1627]
- surya-column-1: ●ಸುದ್ದಿಮೂಲ ವಾರ್ತೆ, ಬೆಂಗಳೂರು, ಮಾ.06: ಬೆಂಗಳೂರು ದಕ್ಷಿಣ ಲೋಕಸಭಾಕ್ಷೇತ್ರದ ಸಂಸದ ತೇಜಸ್ವಿ ಸೂರ್ಯ ಅವರು ಭರತನಾಟ್ಯ ಮತ್ತು ಸಂಗೀತ ಕಲಾವಿದೆ ಶಿವಶ್ರೀ ಸ್ಕಂದಪ್ರಸಾದ್ ಜೊತೆಗೆ ದಾಂಪತ್ಯ ಜೀವನಕ್ಕೆ ಕಾಲಿಟ್ಟಿದ್ದಾರೆ. ಕನಕಪುರ ರಸ್ತೆಯ ರೆಸಾರ್ಟ್ ಒಂದರಲ್ಲಿ ಮಾರ್ಚ್ 5ರಂದು ಬುಧವಾರ ಸಂಜೆ ವರಪೂಜೆ ಕಾರ್ಯಕ್ರಮ ನಡೆದಿದ್ದು, ಗುರುವಾರ ಬೆಳಗ್ಗೆಯೇ ಹೋಮ, ಕಾಶಿಯಾತ್ರೆ ನಡೆದು ಬೆಳಗ್ಗೆ 9–30 ರಿಂದ 10–15ರ ಸಮಯದ ಶುಭ ಲಗ್ನದಲ್ಲಿ ವಿವಾಹ ಮಹೋತ್ಸವ ನೆರವೇರಿದೆ. ಇದೇ ಮಾರ್ಚ್ 9ರಂದು ಭಾನುವಾರ ಬೆಂಗಳೂರಿನ ಅರಮನೆ ಮೈದಾನದ ಗಾಯತ್ರಿ ವಿಹಾರದಲ್ಲಿ ಆರತಕ್ಷತೆ ಕಾರ್ಯಕ್ರಮ ನಡೆಯಲಿದೆ.: [43, 1464, 287, 1669]
- cesc-kicker: ವಿದ್ಯುತ್ ಕಳ್ಳತನ: 6.36 ಕೋಟಿ ರೂ. ದಂಡ: [43, 2051, 327, 2074]
